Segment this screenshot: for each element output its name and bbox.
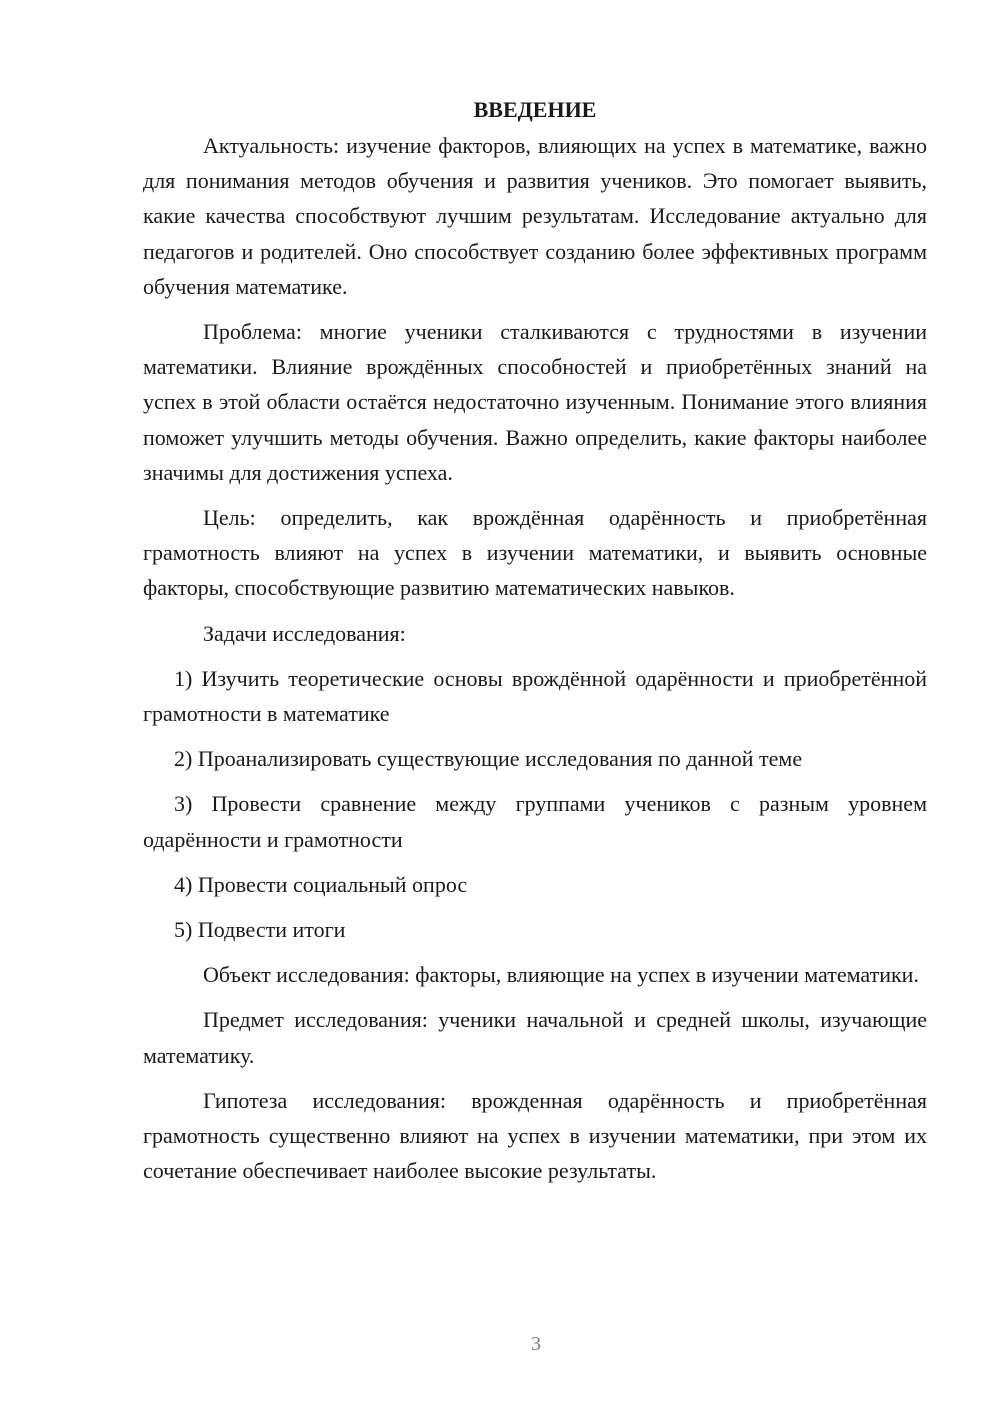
- relevance-paragraph: Актуальность: изучение факторов, влияющих на успех в математике, важно для понимания методов обучения и развития учеников. Это помогает выявить, какие качества способствуют лучшим результатам. Исследование актуально для педагогов и родителей. Оно способствует созданию более эффективных программ обучения математике.: [143, 133, 927, 299]
- goal-paragraph: Цель: определить, как врождённая одарённость и приобретённая грамотность влияют на успех в изучении математики, и выявить основные факторы, способствующие развитию математических навыков.: [143, 505, 927, 601]
- task-item: 3) Провести сравнение между группами учеников с разным уровнем одарённости и грамотности: [143, 791, 927, 852]
- object-paragraph: Объект исследования: факторы, влияющие на успех в изучении математики.: [203, 962, 919, 988]
- problem-paragraph: Проблема: многие ученики сталкиваются с трудностями в изучении математики. Влияние врождённых способностей и приобретённых знаний на успех в этой области остаётся недостаточно изученным. Понимание этого влияния поможет улучшить методы обучения. Важно определить, какие факторы наиболее значимы для достижения успеха.: [143, 319, 927, 485]
- subject-paragraph: Предмет исследования: ученики начальной и средней школы, изучающие математику.: [143, 1007, 927, 1068]
- tasks-heading: Задачи исследования:: [203, 620, 406, 646]
- page-title: ВВЕДЕНИЕ: [473, 97, 597, 122]
- task-item: 1) Изучить теоретические основы врождённой одарённости и приобретённой грамотности в математике: [143, 665, 927, 727]
- page-number: 3: [531, 1333, 541, 1355]
- task-item: 4) Провести социальный опрос: [174, 871, 468, 897]
- task-item: 5) Подвести итоги: [174, 917, 346, 943]
- task-item: 2) Проанализировать существующие исследования по данной теме: [174, 746, 803, 772]
- tasks-list: [143, 661, 927, 947]
- hypothesis-paragraph: Гипотеза исследования: врожденная одарённость и приобретённая грамотность существенно влияют на успех в изучении математики, при этом их сочетание обеспечивает наиболее высокие результаты.: [143, 1087, 927, 1184]
- document-page: [143, 92, 927, 1198]
